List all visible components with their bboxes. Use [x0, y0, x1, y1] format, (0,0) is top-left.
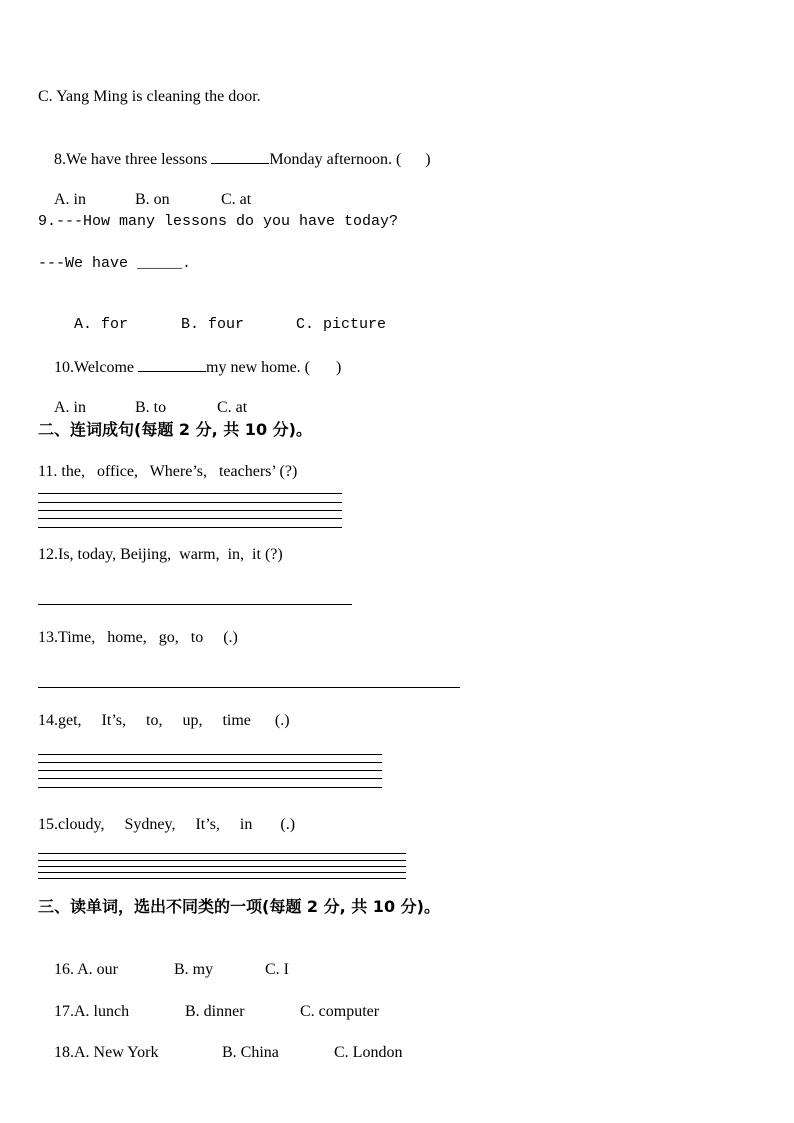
q12-answer-line[interactable] [38, 604, 352, 605]
q10-paren-close: ) [336, 359, 342, 376]
answer-line [38, 762, 382, 763]
q18-option-c[interactable]: C. London [334, 1044, 403, 1061]
answer-line [38, 510, 342, 511]
answer-line [38, 527, 342, 528]
section-3-heading: 三、读单词，选出不同类的一项(每题 2 分, 共 10 分)。 [38, 897, 440, 916]
q8-option-c[interactable]: C. at [221, 191, 252, 208]
q9-option-a[interactable]: A. for [74, 316, 129, 333]
q17-option-a[interactable]: 17.A. lunch [54, 1003, 130, 1020]
answer-line [38, 778, 382, 779]
q8-option-a[interactable]: A. in [54, 191, 86, 208]
q10-stem-before: 10.Welcome [54, 359, 139, 376]
q17-option-c[interactable]: C. computer [300, 1003, 380, 1020]
q18-options [38, 1023, 402, 1083]
q8-option-b[interactable]: B. on [135, 191, 170, 208]
q10-option-b[interactable]: B. to [135, 399, 167, 416]
q9-option-b[interactable]: B. four [181, 316, 245, 333]
q10-answer-blank[interactable] [138, 357, 206, 372]
q16-option-a[interactable]: 16. A. our [54, 961, 118, 978]
q18-option-a[interactable]: 18.A. New York [54, 1044, 159, 1061]
answer-line [38, 518, 342, 519]
answer-line [38, 787, 382, 788]
q16-option-c[interactable]: C. I [265, 961, 289, 978]
q12-words: 12.Is, today, Beijing, warm, in, it (?) [38, 546, 283, 563]
answer-line [38, 878, 406, 879]
q8-stem-before: 8.We have three lessons [54, 151, 212, 168]
q10-option-a[interactable]: A. in [54, 399, 86, 416]
q9-stem: 9.---How many lessons do you have today? [38, 213, 399, 230]
q7-option-c: C. Yang Ming is cleaning the door. [38, 88, 261, 105]
q11-words: 11. the, office, Where’s, teachers’ (?) [38, 463, 298, 480]
q13-answer-line[interactable] [38, 687, 460, 688]
answer-line [38, 872, 406, 873]
answer-line [38, 866, 406, 867]
answer-line [38, 493, 342, 494]
q10-option-c[interactable]: C. at [217, 399, 248, 416]
answer-line [38, 860, 406, 861]
q8-paren-close: ) [425, 151, 431, 168]
answer-line [38, 853, 406, 854]
q17-option-b[interactable]: B. dinner [185, 1003, 245, 1020]
q14-words: 14.get, It’s, to, up, time (.) [38, 712, 290, 729]
q8-answer-blank[interactable] [211, 149, 269, 164]
answer-line [38, 770, 382, 771]
q9-answer-line: ---We have _____. [38, 255, 192, 272]
q13-words: 13.Time, home, go, to (.) [38, 629, 238, 646]
answer-line [38, 502, 342, 503]
q15-words: 15.cloudy, Sydney, It’s, in (.) [38, 816, 296, 833]
section-2-heading: 二、连词成句(每题 2 分, 共 10 分)。 [38, 420, 312, 439]
answer-line [38, 754, 382, 755]
q10-stem-after: my new home. ( [206, 359, 310, 376]
q16-option-b[interactable]: B. my [174, 961, 214, 978]
q9-option-c[interactable]: C. picture [296, 316, 387, 333]
q8-stem-after: Monday afternoon. ( [269, 151, 402, 168]
q18-option-b[interactable]: B. China [222, 1044, 279, 1061]
